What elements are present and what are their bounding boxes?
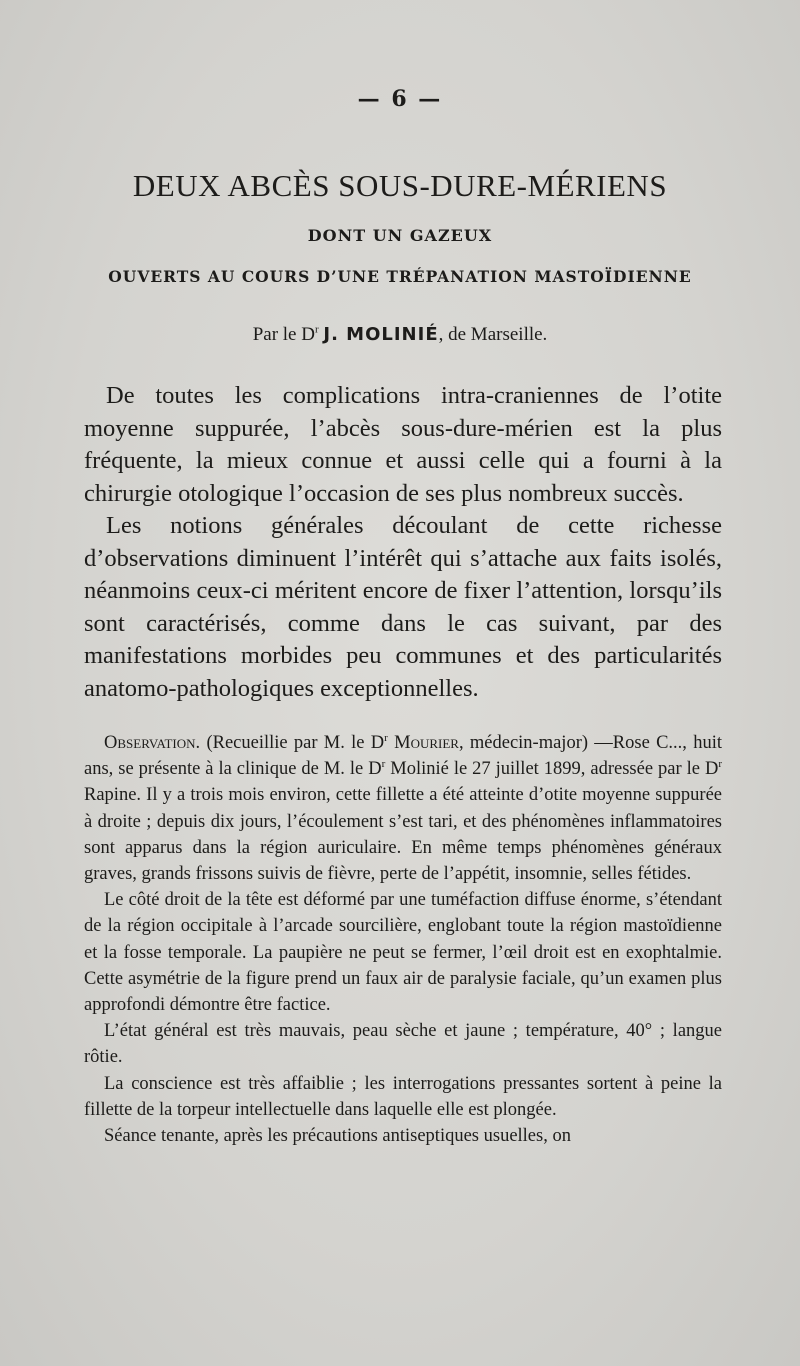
byline-prefix: Par le D (252, 324, 315, 345)
sup-r3: r (718, 758, 722, 771)
observation-paragraph-3: L’état général est très mauvais, peau sèche et jaune ; température, 40° ; langue rôtie. (84, 1021, 722, 1068)
observation-paragraph-5: Séance tenante, après les précautions antiseptiques usuelles, on (104, 1126, 571, 1147)
observation-intro-a: (Recueillie par M. le D (200, 733, 385, 753)
observation-label: Observation. (104, 733, 201, 753)
sup-r2: r (381, 758, 386, 771)
lead-paragraph-2: Les notions générales découlant de cette richesse d’observations diminuent l’intérêt qui s’attache aux faits isolés, néanmoins ceux-ci méritent encore de fixer l’attention, lorsqu’ils sont caractérisés, comme dans le cas suivant, par des manifestations morbides peu communes et des particularités (84, 512, 722, 669)
observation-intro-b: , médecin-major) —Rose C..., huit ans, se présente à la clinique de M. le D (84, 733, 722, 780)
observation-intro-c: Molinié le 27 juillet 1899, adressée par le D (385, 759, 719, 780)
byline-suffix: , de Marseille. (438, 324, 548, 345)
lead-paragraph-2-end: anatomo-pathologiques exceptionnelles. (84, 674, 479, 702)
byline (0, 324, 800, 346)
article-title: DEUX ABCÈS SOUS-DURE-MÉRIENS (132, 168, 668, 203)
lead-section (84, 380, 722, 705)
author-name: J. MOLINIÉ (323, 324, 439, 345)
observation-section (84, 730, 722, 1149)
sup-r1: r (384, 731, 388, 744)
article-subtitle-line2: OUVERTS AU COURS D’UNE TRÉPANATION MASTOÏDIENNE (108, 267, 692, 286)
observation-collector: Mourier (387, 733, 459, 753)
observation-paragraph-1 (84, 730, 722, 887)
byline-sup: r (314, 323, 319, 336)
lead-paragraph-1: De toutes les complications intra-craniennes de l’otite moyenne suppurée, l’abcès sous-dure-mérien est la plus fréquente, la mieux connue et aussi celle qui a fourni à la chirurgie otologique l’occasion de ses plus nombreux succès. (84, 382, 722, 507)
observation-paragraph-2: Le côté droit de la tête est déformé par une tuméfaction diffuse énorme, s’étendant de la région occipitale à l’arcade sourcilière, englobant toute la région mastoïdienne et la fosse temporale. La paupière ne peut se fermer, l’œil droit est en exophtalmie. Cette asymétrie de la figure prend un faux air de paralysie faciale, qu’un examen plus approfondi démontre être factice. (84, 890, 722, 1016)
page-number: — 6 — (357, 86, 443, 112)
observation-paragraph-4: La conscience est très affaiblie ; les interrogations pressantes sortent à peine la fillette de la torpeur intellectuelle dans laquelle elle est plongée. (84, 1073, 722, 1120)
article-subtitle-line1: DONT UN GAZEUX (307, 226, 493, 245)
observation-intro-d: Rapine. Il y a trois mois environ, cette fillette a été atteinte d’otite moyenne suppurée à droite ; depuis dix jours, l’écoulement s’est tari, et des phénomènes inflammatoires sont apparus dans la région auriculaire. En même temps phénomènes généraux graves, grands frissons suivis de fièvre, perte de l’appétit, insomnie, selles fétides. (84, 785, 722, 885)
